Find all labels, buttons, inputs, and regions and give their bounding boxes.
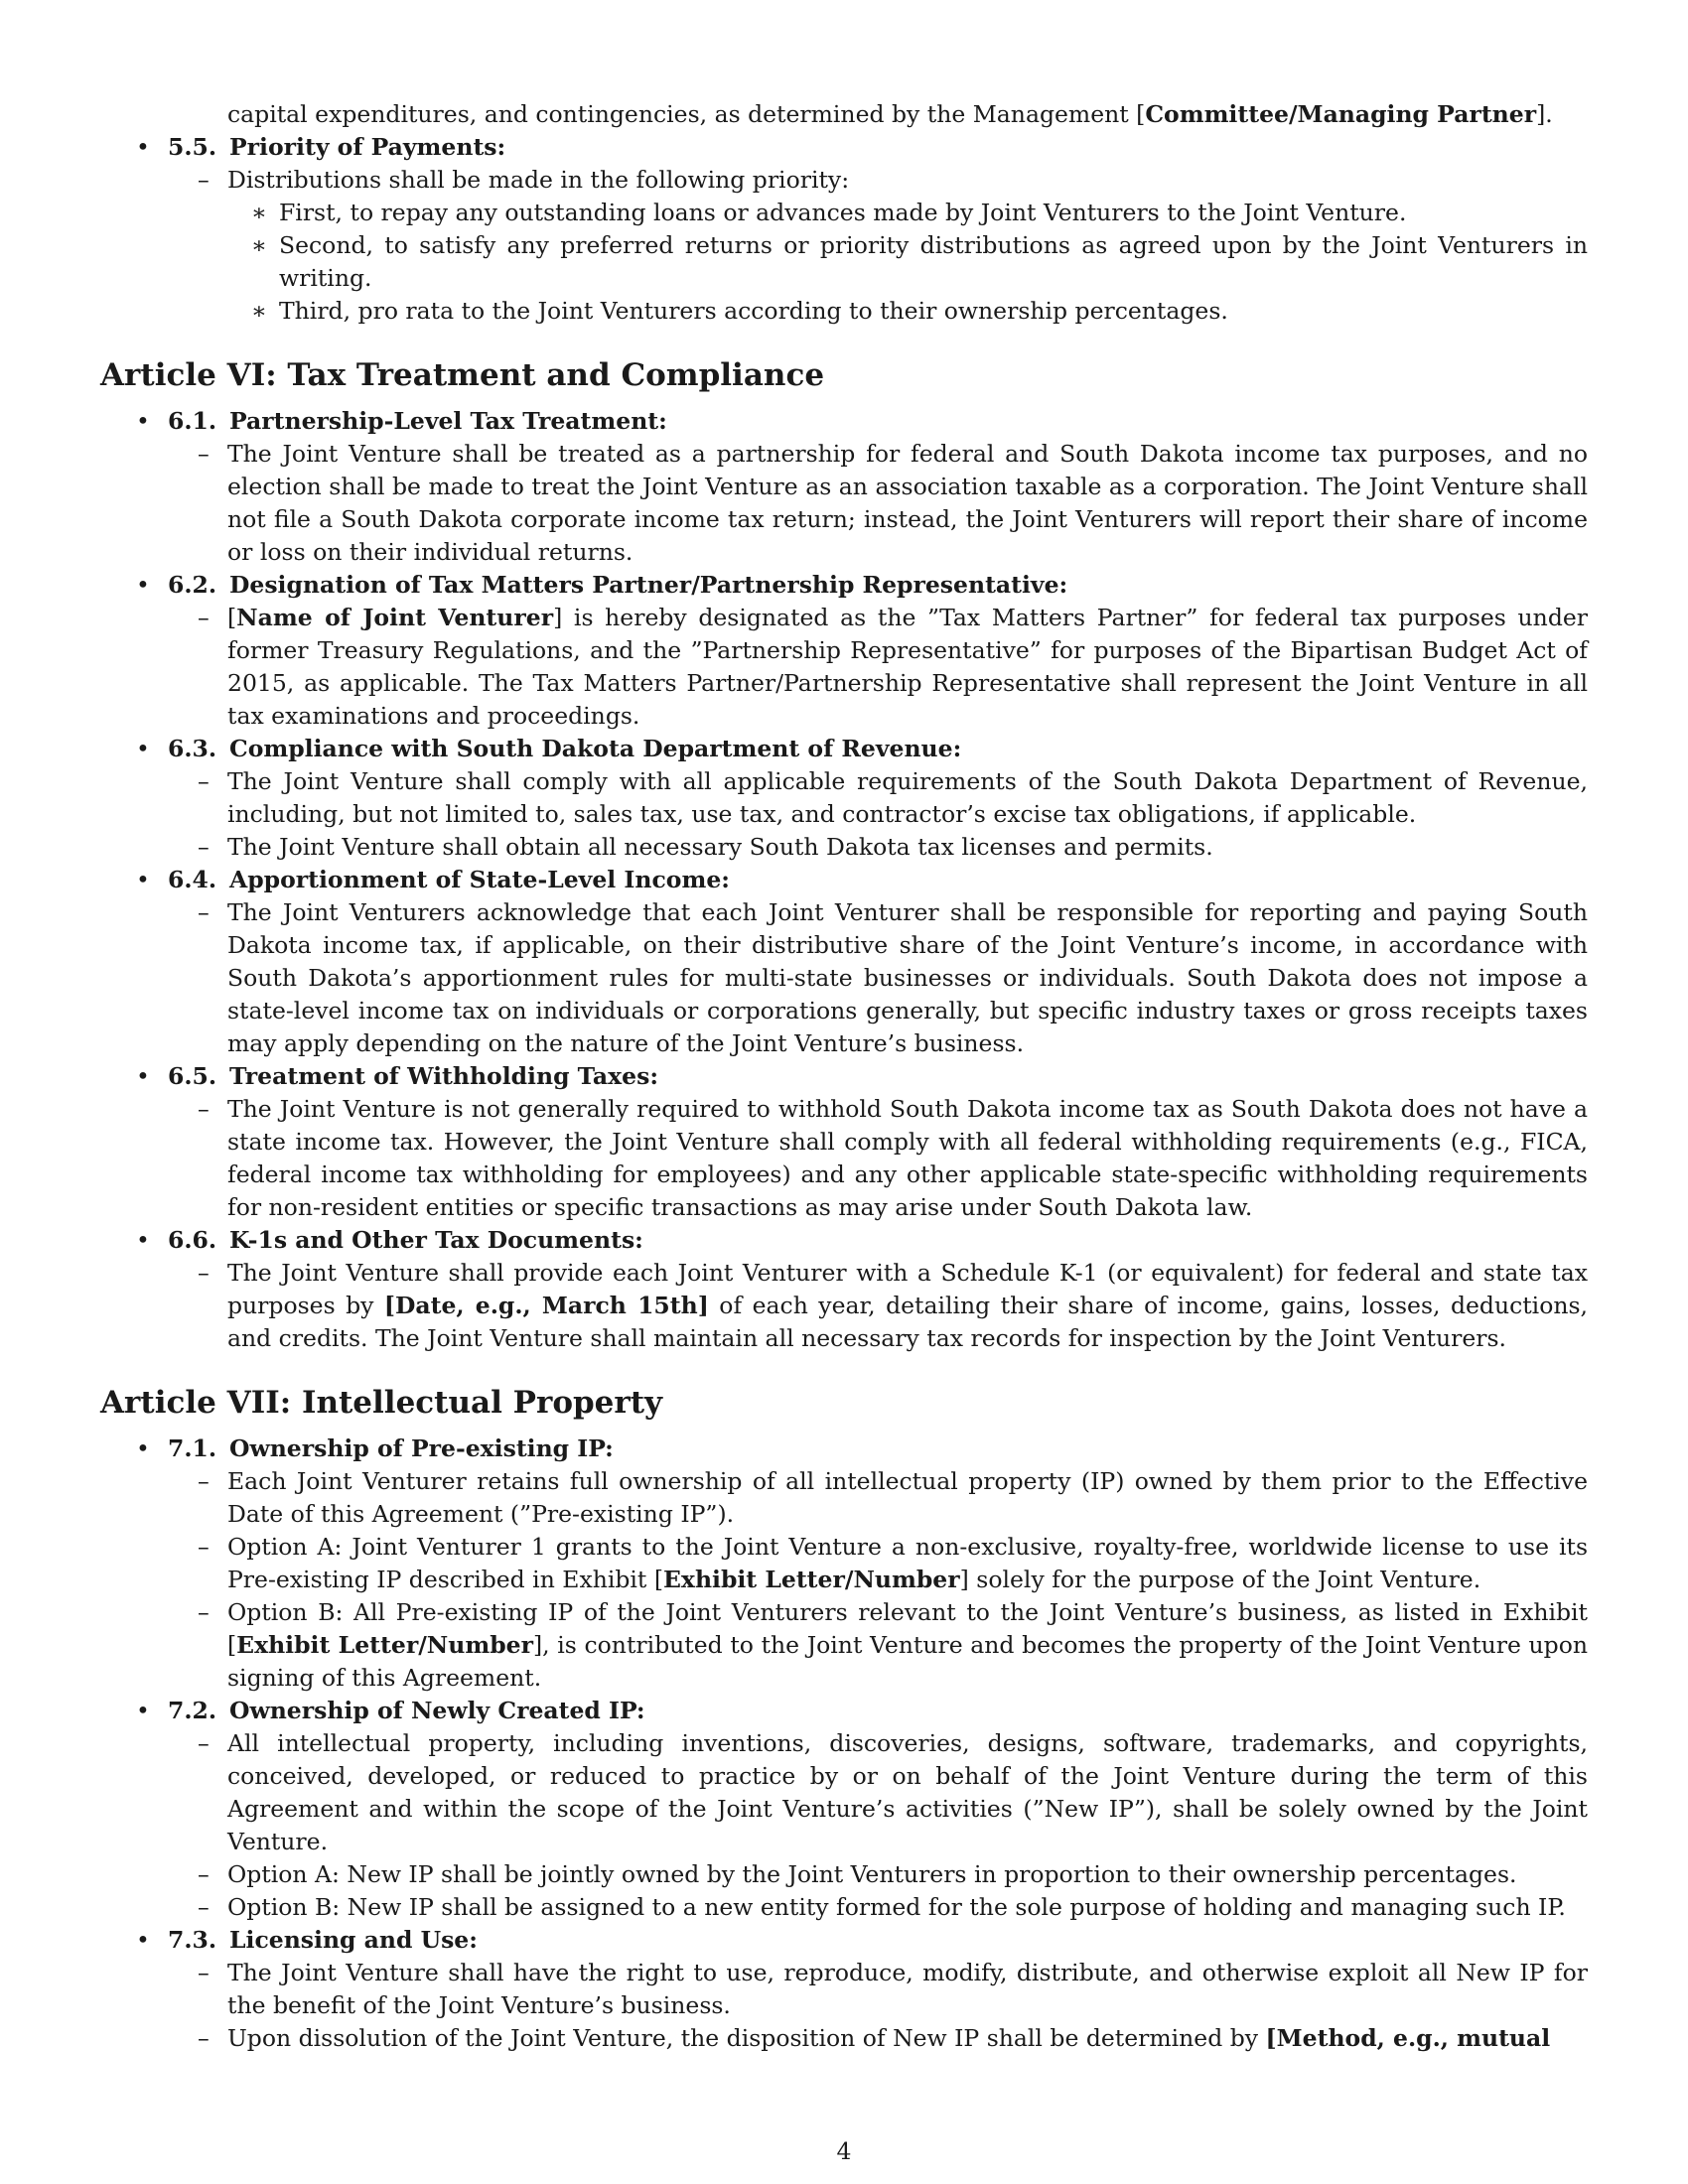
section-6-4	[100, 864, 1588, 896]
continuation-end: ].	[1536, 100, 1553, 128]
sub-item-text: First, to repay any outstanding loans or advances made by Joint Venturers to the Joint Venture.	[279, 199, 1407, 226]
list-item	[100, 602, 1588, 733]
section-heading: Priority of Payments:	[229, 133, 506, 161]
placeholder-exhibit: Exhibit Letter/Number	[236, 1631, 533, 1659]
item-text: ] solely for the purpose of the Joint Venture.	[959, 1566, 1481, 1593]
section-title	[168, 1060, 1588, 1093]
section-number: 7.3.	[168, 1926, 217, 1954]
section-title	[168, 569, 1588, 602]
item-text: Option A: New IP shall be jointly owned by the Joint Venturers in proportion to their ownership percentages.	[227, 1860, 1517, 1888]
item-text: The Joint Venturers acknowledge that each Joint Venturer shall be responsible for reporting and paying South Dakota income tax, if applicable, on their distributive share of the Joint Venture’s income, in accordance with South Dakota’s apportionment rules for multi-state businesses or individuals. South Dakota does not impose a state-level income tax on individuals or corporations generally, but specific industry taxes or gross receipts taxes may apply depending on the nature of the Joint Venture’s business.	[227, 898, 1588, 1057]
placeholder-method: [Method, e.g., mutual	[1265, 2024, 1551, 2052]
section-title	[168, 864, 1588, 896]
placeholder-committee: Committee/Managing Partner	[1145, 100, 1537, 128]
bullet-icon: •	[136, 407, 150, 435]
section-heading: Partnership-Level Tax Treatment:	[229, 407, 667, 435]
item-text: The Joint Venture shall comply with all applicable requirements of the South Dakota Department of Revenue, including, but not limited to, sales tax, use tax, and contractor’s excise tax obligations, if applicable.	[227, 767, 1588, 828]
bullet-icon: •	[136, 1926, 150, 1954]
section-6-1	[100, 405, 1588, 438]
asterisk-icon: ∗	[251, 199, 267, 226]
section-number: 6.5.	[168, 1062, 217, 1090]
section-number: 7.2.	[168, 1697, 217, 1724]
section-title	[168, 1924, 1588, 1957]
section-6-2	[100, 569, 1588, 602]
section-6-5	[100, 1060, 1588, 1093]
page-number: 4	[836, 2137, 852, 2165]
section-heading: Treatment of Withholding Taxes:	[229, 1062, 659, 1090]
list-item	[100, 1957, 1588, 2022]
section-number: 6.1.	[168, 407, 217, 435]
item-text: The Joint Venture shall be treated as a partnership for federal and South Dakota income tax purposes, and no election shall be made to treat the Joint Venture as an association taxable as a corporation. The Joint Venture shall not file a South Dakota corporate income tax return; instead, the Joint Venturers will report their share of income or loss on their individual returns.	[227, 440, 1588, 566]
item-text: ] is hereby designated as the ”Tax Matters Partner” for federal tax purposes under former Treasury Regulations, and the ”Partnership Representative” for purposes of the Bipartisan Budget Act of 2015, as applicable. The Tax Matters Partner/Partnership Representative shall represent the Joint Venture in all tax examinations and proceedings.	[227, 604, 1588, 730]
item-text: Upon dissolution of the Joint Venture, the disposition of New IP shall be determined by	[227, 2024, 1266, 2052]
item-text: The Joint Venture shall obtain all necessary South Dakota tax licenses and permits.	[227, 833, 1213, 861]
section-number: 5.5.	[168, 133, 217, 161]
section-heading: Designation of Tax Matters Partner/Partnership Representative:	[229, 571, 1068, 599]
dash-icon: –	[198, 1598, 210, 1626]
section-number: 6.4.	[168, 866, 217, 893]
section-6-3	[100, 733, 1588, 765]
list-item	[100, 1727, 1588, 1858]
section-heading: Compliance with South Dakota Department of Revenue:	[229, 735, 962, 762]
section-7-3	[100, 1924, 1588, 1957]
section-number: 6.2.	[168, 571, 217, 599]
sub-item-text: Second, to satisfy any preferred returns or priority distributions as agreed upon by the Joint Venturers in writing.	[279, 231, 1588, 292]
page-content	[100, 98, 1588, 2055]
article-7-heading: Article VII: Intellectual Property	[100, 1385, 663, 1421]
list-item	[100, 1465, 1588, 1531]
section-heading: Ownership of Newly Created IP:	[229, 1697, 645, 1724]
dash-icon: –	[198, 1893, 210, 1921]
list-item	[100, 164, 1588, 197]
dash-icon: –	[198, 898, 210, 926]
section-6-6	[100, 1224, 1588, 1257]
dash-icon: –	[198, 1467, 210, 1495]
list-item	[100, 831, 1588, 864]
section-heading: Ownership of Pre-existing IP:	[229, 1434, 614, 1462]
dash-icon: –	[198, 440, 210, 468]
asterisk-icon: ∗	[251, 297, 267, 325]
dash-icon: –	[198, 166, 210, 194]
asterisk-icon: ∗	[251, 231, 267, 259]
dash-icon: –	[198, 767, 210, 795]
placeholder-name: Name of Joint Venturer	[236, 604, 554, 631]
dash-icon: –	[198, 833, 210, 861]
section-title	[168, 1695, 1588, 1727]
section-heading: K-1s and Other Tax Documents:	[229, 1226, 643, 1254]
list-item	[100, 1891, 1588, 1924]
section-7-1	[100, 1433, 1588, 1465]
item-text: The Joint Venture is not generally required to withhold South Dakota income tax as South Dakota does not have a state income tax. However, the Joint Venture shall comply with all federal withholding requirements (e.g., FICA, federal income tax withholding for employees) and any other applicable state-specific withholding requirements for non-resident entities or specific transactions as may arise under South Dakota law.	[227, 1095, 1588, 1221]
section-heading: Licensing and Use:	[229, 1926, 478, 1954]
item-text: The Joint Venture shall provide each Joint Venturer with a Schedule K-1 (or equivalent) for federal and state tax purposes by	[227, 1259, 1588, 1319]
continuation-paragraph	[100, 98, 1588, 131]
section-number: 6.3.	[168, 735, 217, 762]
section-5-5	[100, 131, 1588, 164]
item-text: Option A: Joint Venturer 1 grants to the Joint Venture a non-exclusive, royalty-free, worldwide license to use its Pre-existing IP described in Exhibit [	[227, 1533, 1588, 1593]
section-title	[168, 1224, 1588, 1257]
bullet-icon: •	[136, 1434, 150, 1462]
bullet-icon: •	[136, 866, 150, 893]
list-item	[100, 1093, 1588, 1224]
dash-icon: –	[198, 1095, 210, 1123]
item-text: of each year, detailing their share of income, gains, losses, deductions, and credits. The Joint Venture shall maintain all necessary tax records for inspection by the Joint Venturers.	[227, 1292, 1589, 1352]
bullet-icon: •	[136, 1697, 150, 1724]
item-text: Each Joint Venturer retains full ownership of all intellectual property (IP) owned by them prior to the Effective Date of this Agreement (”Pre-existing IP”).	[227, 1467, 1588, 1528]
section-heading: Apportionment of State-Level Income:	[229, 866, 730, 893]
list-item	[100, 1257, 1588, 1355]
item-text: Option B: All Pre-existing IP of the Joint Venturers relevant to the Joint Venture’s business, as listed in Exhibit [	[227, 1598, 1588, 1659]
list-item	[100, 896, 1588, 1060]
list-item	[100, 438, 1588, 569]
item-text: ], is contributed to the Joint Venture and becomes the property of the Joint Venture upon signing of this Agreement.	[227, 1631, 1588, 1692]
dash-icon: –	[198, 1533, 210, 1561]
sub-list-item	[100, 229, 1588, 295]
sub-list-item	[100, 197, 1588, 229]
list-item	[100, 1596, 1588, 1695]
item-text: All intellectual property, including inventions, discoveries, designs, software, trademarks, and copyrights, conceived, developed, or reduced to practice by or on behalf of the Joint Venture during the term of this Agreement and within the scope of the Joint Venture’s activities (”New IP”), shall be solely owned by the Joint Venture.	[227, 1729, 1588, 1855]
dash-icon: –	[198, 1860, 210, 1888]
sub-item-text: Third, pro rata to the Joint Venturers according to their ownership percentages.	[279, 297, 1228, 325]
continuation-text: capital expenditures, and contingencies, as determined by the Management [	[227, 100, 1146, 128]
list-item	[100, 2022, 1588, 2055]
bullet-icon: •	[136, 571, 150, 599]
list-item	[100, 765, 1588, 831]
section-number: 7.1.	[168, 1434, 217, 1462]
item-text: [	[227, 604, 237, 631]
dash-icon: –	[198, 604, 210, 631]
bullet-icon: •	[136, 133, 150, 161]
placeholder-exhibit: Exhibit Letter/Number	[663, 1566, 960, 1593]
dash-icon: –	[198, 2024, 210, 2052]
section-number: 6.6.	[168, 1226, 217, 1254]
section-title	[168, 405, 1588, 438]
item-text: The Joint Venture shall have the right to use, reproduce, modify, distribute, and otherwise exploit all New IP for the benefit of the Joint Venture’s business.	[227, 1959, 1588, 2019]
item-text: Option B: New IP shall be assigned to a new entity formed for the sole purpose of holding and managing such IP.	[227, 1893, 1566, 1921]
section-title	[168, 131, 1588, 164]
dash-icon: –	[198, 1729, 210, 1757]
section-title	[168, 733, 1588, 765]
section-title	[168, 1433, 1588, 1465]
section-7-2	[100, 1695, 1588, 1727]
item-text: Distributions shall be made in the following priority:	[227, 166, 850, 194]
bullet-icon: •	[136, 735, 150, 762]
dash-icon: –	[198, 1259, 210, 1287]
placeholder-date: [Date, e.g., March 15th]	[383, 1292, 709, 1319]
sub-list-item	[100, 295, 1588, 328]
bullet-icon: •	[136, 1226, 150, 1254]
article-6-heading: Article VI: Tax Treatment and Compliance	[100, 357, 825, 393]
bullet-icon: •	[136, 1062, 150, 1090]
list-item	[100, 1531, 1588, 1596]
dash-icon: –	[198, 1959, 210, 1986]
list-item	[100, 1858, 1588, 1891]
